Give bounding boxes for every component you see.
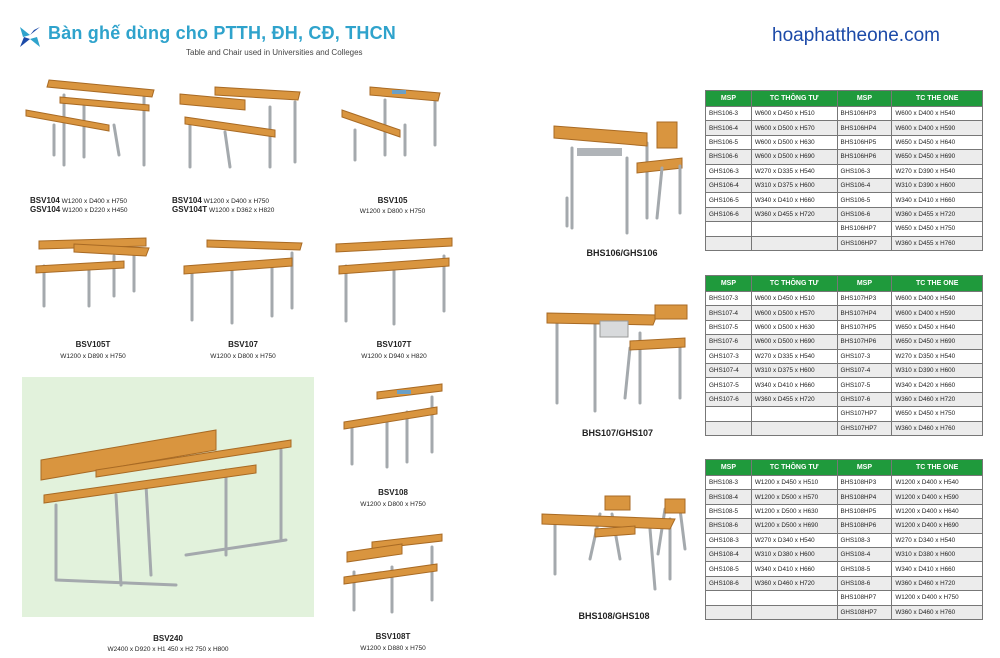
bsv108t-name: BSV108T [375, 632, 411, 641]
bsv240-name: BSV240 [153, 634, 183, 643]
product-code-cell: BHS106HP7 [837, 222, 892, 236]
table-row [706, 150, 983, 164]
product-code-cell: BHS107HP6 [837, 335, 892, 349]
product-code-cell: BHS106-3 [706, 107, 752, 121]
dimension-cell: W650 x D450 x H640 [892, 135, 983, 149]
product-code-cell: BHS106HP5 [837, 135, 892, 149]
product-code-cell: BHS107HP5 [837, 320, 892, 334]
table-row [706, 292, 983, 306]
col-header-tc-thong-tu: TC THÔNG TƯ [751, 276, 837, 292]
table-row [706, 533, 983, 547]
bhs106-name: BHS106/GHS106 [586, 248, 658, 258]
dimension-cell [751, 605, 837, 619]
page-title: Bàn ghế dùng cho PTTH, ĐH, CĐ, THCN [48, 23, 396, 43]
bhs108-name: BHS108/GHS108 [578, 611, 650, 621]
dimension-cell [751, 407, 837, 421]
product-code-cell: BHS107-3 [706, 292, 752, 306]
dimension-cell: W310 x D375 x H600 [751, 363, 837, 377]
spec-table-107 [705, 275, 983, 436]
product-code-cell: BHS108-4 [706, 490, 752, 504]
dimension-cell: W360 x D460 x H760 [892, 421, 983, 435]
dimension-cell: W360 x D455 x H720 [892, 207, 983, 221]
dimension-cell: W360 x D455 x H760 [892, 236, 983, 250]
bsv105t-dim: W1200 x D890 x H750 [60, 353, 126, 360]
bsv104-caption: BSV104 W1200 x D400 x H750 GSV104 W1200 x D220 x H450 [30, 196, 128, 214]
bsv105t-image [34, 236, 152, 311]
table-row [706, 236, 983, 250]
product-code-cell: GHS108-4 [706, 547, 752, 561]
product-code-cell: BHS107-4 [706, 306, 752, 320]
dimension-cell: W340 x D410 x H660 [751, 193, 837, 207]
dimension-cell: W340 x D410 x H660 [892, 562, 983, 576]
bsv104t-image [175, 82, 305, 177]
product-code-cell: BHS106-4 [706, 121, 752, 135]
dimension-cell: W1200 x D450 x H510 [751, 476, 837, 490]
product-code-cell: GHS108-4 [837, 547, 892, 561]
bsv108-dim: W1200 x D800 x H750 [360, 501, 426, 508]
dimension-cell: W310 x D390 x H600 [892, 363, 983, 377]
product-code-cell: BHS108-5 [706, 504, 752, 518]
col-header-tc-the-one: TC THE ONE [892, 91, 983, 107]
dimension-cell: W1200 x D400 x H640 [892, 504, 983, 518]
page-subtitle: Table and Chair used in Universities and Colleges [186, 48, 363, 57]
table-row [706, 363, 983, 377]
dimension-cell: W1200 x D400 x H540 [892, 476, 983, 490]
product-code-cell: GHS107-3 [706, 349, 752, 363]
product-code-cell: BHS108-6 [706, 519, 752, 533]
table-row [706, 207, 983, 221]
dimension-cell [751, 591, 837, 605]
dimension-cell: W270 x D340 x H540 [892, 533, 983, 547]
product-code-cell: BHS106HP4 [837, 121, 892, 135]
bsv240-image [36, 425, 298, 590]
dimension-cell: W1200 x D400 x H590 [892, 490, 983, 504]
bsv108-image [342, 382, 444, 470]
product-code-cell: GHS108-5 [706, 562, 752, 576]
bsv240-dim: W2400 x D920 x H1 450 x H2 750 x H800 [107, 646, 229, 653]
col-header-msp: MSP [706, 276, 752, 292]
bsv107t-dim: W1200 x D940 x H820 [361, 353, 427, 360]
dimension-cell: W650 x D450 x H750 [892, 222, 983, 236]
dimension-cell: W360 x D455 x H720 [751, 392, 837, 406]
product-code-cell: GHS108-5 [837, 562, 892, 576]
col-header-tc-thong-tu: TC THÔNG TƯ [751, 460, 837, 476]
product-code-cell: GHS107-6 [706, 392, 752, 406]
dimension-cell: W270 x D390 x H540 [892, 164, 983, 178]
col-header-msp: MSP [706, 460, 752, 476]
table-row [706, 320, 983, 334]
bsv105-dim: W1200 x D800 x H750 [359, 208, 426, 215]
table-row [706, 306, 983, 320]
dimension-cell: W340 x D420 x H660 [892, 378, 983, 392]
dimension-cell: W650 x D450 x H640 [892, 320, 983, 334]
product-code-cell: BHS108HP7 [837, 591, 892, 605]
table-row [706, 519, 983, 533]
dimension-cell: W310 x D380 x H600 [892, 547, 983, 561]
table-row [706, 421, 983, 435]
bsv107-dim: W1200 x D800 x H750 [210, 353, 276, 360]
dimension-cell: W270 x D350 x H540 [892, 349, 983, 363]
product-code-cell: GHS108-3 [837, 533, 892, 547]
bsv107t-name: BSV107T [376, 340, 412, 349]
product-code-cell: BHS108HP4 [837, 490, 892, 504]
product-code-cell: BHS106HP3 [837, 107, 892, 121]
product-code-cell: BHS107-5 [706, 320, 752, 334]
dimension-cell: W600 x D500 x H690 [751, 335, 837, 349]
dimension-cell: W310 x D375 x H600 [751, 178, 837, 192]
table-row [706, 135, 983, 149]
dimension-cell: W1200 x D500 x H630 [751, 504, 837, 518]
dimension-cell: W600 x D400 x H540 [892, 107, 983, 121]
bsv107-name: BSV107 [228, 340, 258, 349]
product-code-cell: GHS106HP7 [837, 236, 892, 250]
bsv105-image [340, 85, 445, 165]
product-code-cell: BHS107HP3 [837, 292, 892, 306]
bsv105-name: BSV105 [377, 196, 408, 205]
product-code-cell: BHS106-5 [706, 135, 752, 149]
table-row [706, 476, 983, 490]
dimension-cell: W360 x D455 x H720 [751, 207, 837, 221]
spec-table-108 [705, 459, 983, 620]
product-code-cell: BHS108HP6 [837, 519, 892, 533]
dimension-cell: W270 x D340 x H540 [751, 533, 837, 547]
product-code-cell: GHS107HP7 [837, 421, 892, 435]
product-code-cell: GHS106-3 [837, 164, 892, 178]
table-row [706, 504, 983, 518]
dimension-cell: W270 x D335 x H540 [751, 164, 837, 178]
dimension-cell: W340 x D410 x H660 [892, 193, 983, 207]
table-row [706, 547, 983, 561]
product-code-cell: GHS106-6 [706, 207, 752, 221]
dimension-cell: W650 x D450 x H690 [892, 335, 983, 349]
product-code-cell: GHS106-5 [706, 193, 752, 207]
product-code-cell: GHS106-4 [837, 178, 892, 192]
dimension-cell: W360 x D460 x H720 [751, 576, 837, 590]
dimension-cell: W600 x D400 x H590 [892, 306, 983, 320]
dimension-cell: W600 x D400 x H590 [892, 121, 983, 135]
website-link[interactable]: hoaphattheone.com [772, 25, 940, 46]
table-row [706, 490, 983, 504]
dimension-cell: W1200 x D400 x H690 [892, 519, 983, 533]
product-code-cell [706, 605, 752, 619]
table-row [706, 121, 983, 135]
dimension-cell: W310 x D380 x H600 [751, 547, 837, 561]
table-row [706, 164, 983, 178]
dimension-cell: W600 x D500 x H630 [751, 135, 837, 149]
dimension-cell: W600 x D500 x H570 [751, 306, 837, 320]
table-row [706, 392, 983, 406]
product-code-cell: BHS108HP5 [837, 504, 892, 518]
bsv108t-dim: W1200 x D880 x H750 [360, 645, 426, 652]
table-row [706, 407, 983, 421]
product-code-cell: BHS106-6 [706, 150, 752, 164]
dimension-cell: W360 x D460 x H720 [892, 576, 983, 590]
bhs107-name: BHS107/GHS107 [581, 428, 654, 438]
col-header-tc-the-one: TC THE ONE [892, 276, 983, 292]
dimension-cell: W600 x D500 x H690 [751, 150, 837, 164]
bsv104t-caption: BSV104 W1200 x D400 x H750 GSV104T W1200 x D362 x H820 [172, 196, 275, 214]
bsv104-image [24, 75, 159, 175]
dimension-cell: W1200 x D400 x H750 [892, 591, 983, 605]
dimension-cell: W600 x D450 x H510 [751, 107, 837, 121]
table-row [706, 349, 983, 363]
table-row [706, 591, 983, 605]
bsv107-image [182, 238, 304, 326]
bsv105t-name: BSV105T [75, 340, 111, 349]
product-code-cell: GHS107-5 [837, 378, 892, 392]
product-code-cell: GHS107-4 [837, 363, 892, 377]
product-code-cell: BHS107-6 [706, 335, 752, 349]
dimension-cell: W650 x D450 x H750 [892, 407, 983, 421]
table-row [706, 107, 983, 121]
table-row [706, 178, 983, 192]
brand-logo-icon [20, 27, 40, 47]
product-code-cell: BHS106HP6 [837, 150, 892, 164]
table-row [706, 576, 983, 590]
dimension-cell: W360 x D460 x H760 [892, 605, 983, 619]
product-code-cell: GHS106-3 [706, 164, 752, 178]
bsv108-name: BSV108 [378, 488, 408, 497]
dimension-cell: W600 x D500 x H570 [751, 121, 837, 135]
table-row [706, 222, 983, 236]
col-header-msp: MSP [706, 91, 752, 107]
product-code-cell: GHS108-6 [837, 576, 892, 590]
dimension-cell: W360 x D460 x H720 [892, 392, 983, 406]
dimension-cell: W600 x D500 x H630 [751, 320, 837, 334]
product-code-cell: GHS107-3 [837, 349, 892, 363]
product-code-cell [706, 591, 752, 605]
product-code-cell [706, 407, 752, 421]
product-code-cell: GHS107-5 [706, 378, 752, 392]
bhs108-image [540, 494, 688, 594]
product-code-cell: GHS107HP7 [837, 407, 892, 421]
table-row [706, 378, 983, 392]
bsv108t-image [342, 532, 444, 614]
product-code-cell: BHS108-3 [706, 476, 752, 490]
dimension-cell: W310 x D390 x H600 [892, 178, 983, 192]
dimension-cell: W270 x D335 x H540 [751, 349, 837, 363]
dimension-cell: W650 x D450 x H690 [892, 150, 983, 164]
product-code-cell [706, 236, 752, 250]
col-header-tc-the-one: TC THE ONE [892, 460, 983, 476]
dimension-cell: W340 x D410 x H660 [751, 378, 837, 392]
dimension-cell [751, 222, 837, 236]
table-row [706, 193, 983, 207]
dimension-cell: W1200 x D500 x H690 [751, 519, 837, 533]
spec-table-106 [705, 90, 983, 251]
product-code-cell: GHS107-4 [706, 363, 752, 377]
bhs107-image [545, 303, 690, 415]
bsv107t-image [334, 236, 454, 326]
product-code-cell: GHS107-6 [837, 392, 892, 406]
product-code-cell: GHS108HP7 [837, 605, 892, 619]
bhs106-image [552, 118, 692, 236]
product-code-cell: GHS106-6 [837, 207, 892, 221]
product-code-cell: GHS108-3 [706, 533, 752, 547]
product-code-cell: GHS106-5 [837, 193, 892, 207]
col-header-tc-thong-tu: TC THÔNG TƯ [751, 91, 837, 107]
dimension-cell: W600 x D450 x H510 [751, 292, 837, 306]
table-row [706, 605, 983, 619]
col-header-msp: MSP [837, 276, 892, 292]
product-code-cell: GHS106-4 [706, 178, 752, 192]
table-row [706, 335, 983, 349]
dimension-cell: W340 x D410 x H660 [751, 562, 837, 576]
product-code-cell [706, 421, 752, 435]
dimension-cell [751, 236, 837, 250]
product-code-cell: BHS107HP4 [837, 306, 892, 320]
col-header-msp: MSP [837, 91, 892, 107]
product-code-cell: GHS108-6 [706, 576, 752, 590]
dimension-cell: W600 x D400 x H540 [892, 292, 983, 306]
col-header-msp: MSP [837, 460, 892, 476]
product-code-cell [706, 222, 752, 236]
table-row [706, 562, 983, 576]
product-code-cell: BHS108HP3 [837, 476, 892, 490]
dimension-cell [751, 421, 837, 435]
dimension-cell: W1200 x D500 x H570 [751, 490, 837, 504]
